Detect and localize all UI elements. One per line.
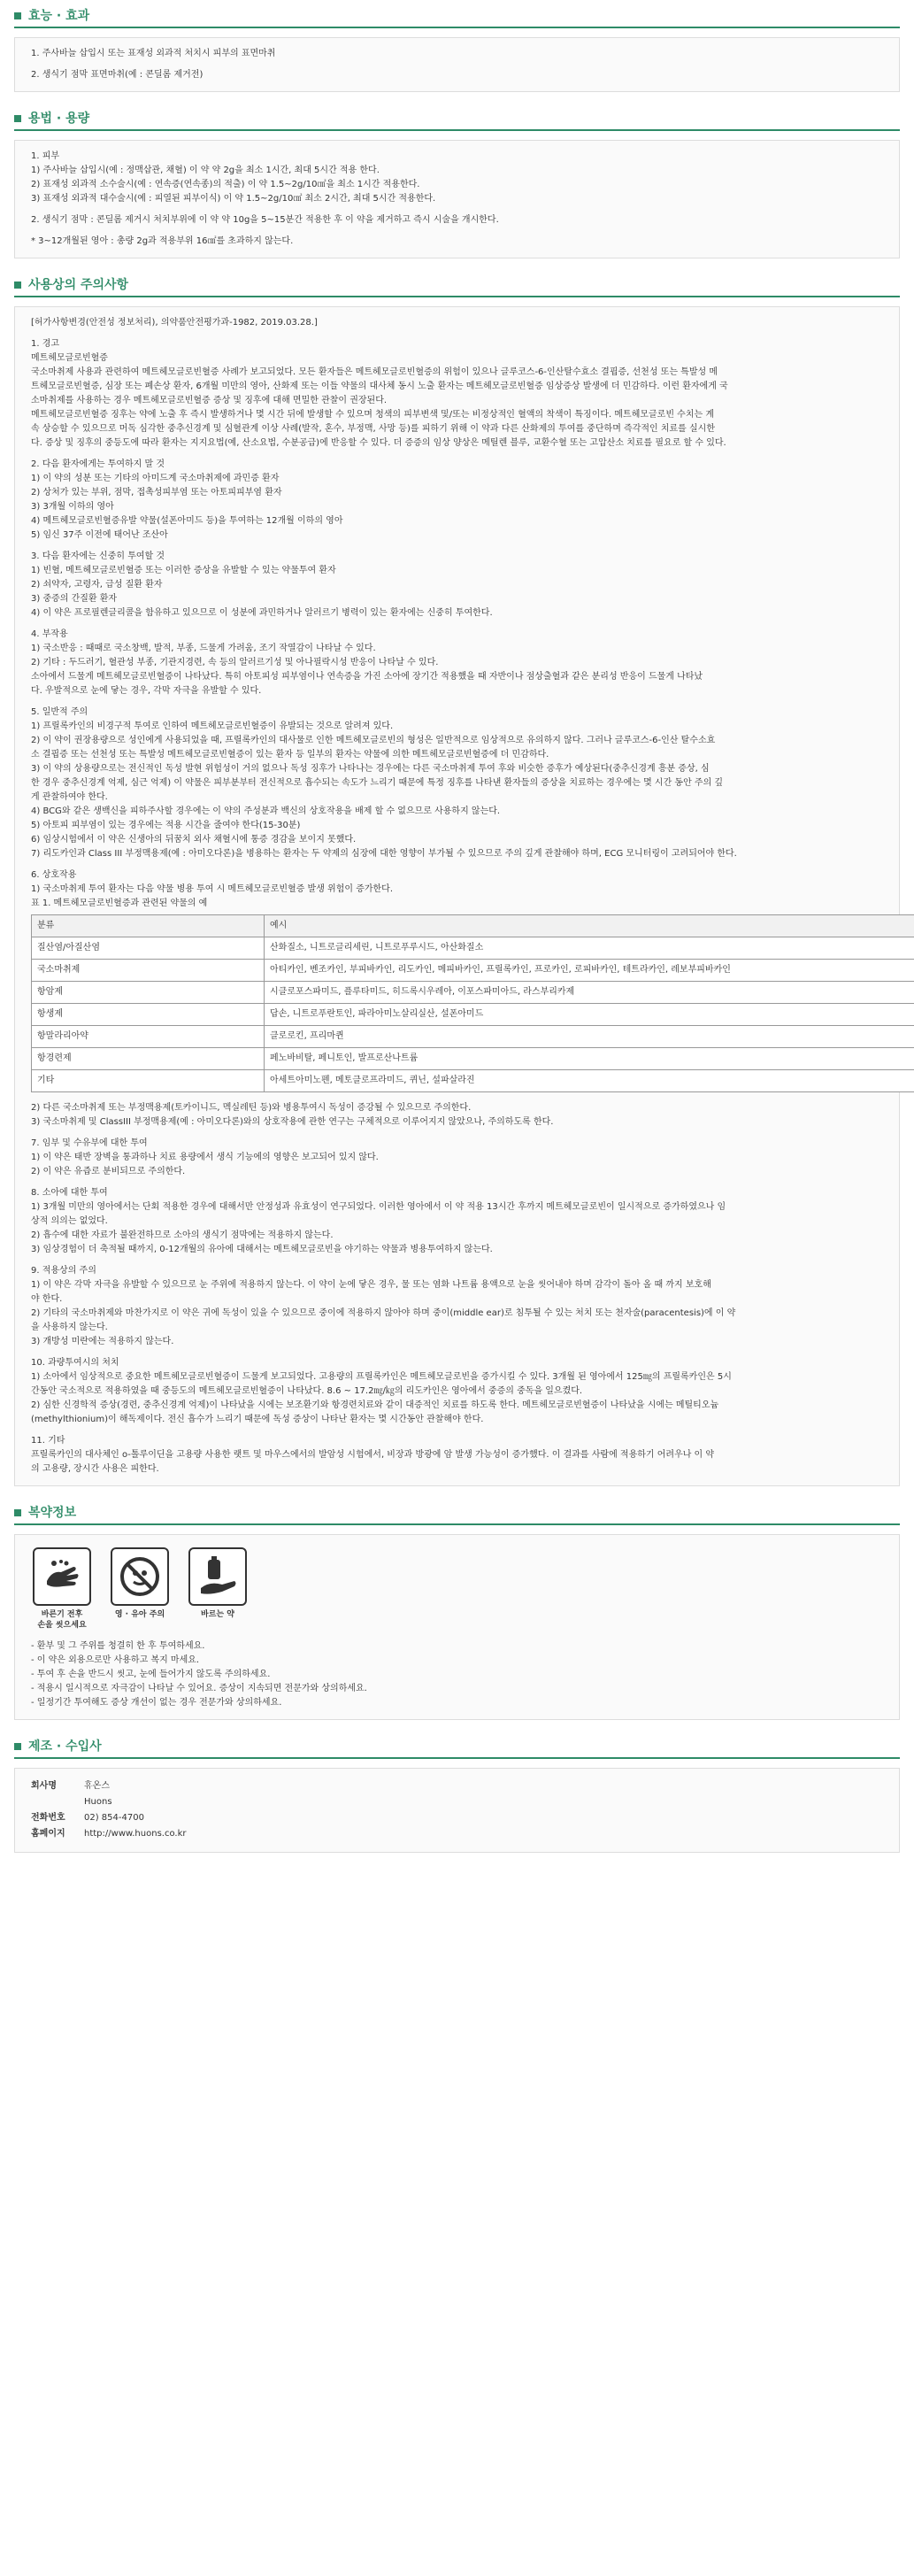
section-header bbox=[14, 108, 900, 131]
contact-value: Huons bbox=[84, 1797, 112, 1807]
text-line: 2) 다른 국소마취제 또는 부정맥용제(토카이니드, 멕실레틴 등)와 병용투여시 독성이 증강될 수 있으므로 주의한다. bbox=[31, 1103, 472, 1113]
precautions-body bbox=[14, 306, 900, 1486]
text-line: 3) 표재성 외과적 대수술시(예 : 피열된 피부이식) 이 약 1.5~2g/10㎠ 최소 2시간, 최대 5시간 적용한다. bbox=[31, 194, 436, 204]
no-eye-mouth-icon bbox=[111, 1547, 169, 1606]
table-row bbox=[32, 1048, 914, 1070]
table-cell-category: 질산염/아질산염 bbox=[32, 937, 265, 960]
table-cell-examples: 아티카인, 벤조카인, 부피바카인, 리도카인, 메피바카인, 프릴록카인, 프로카인, 로피바카인, 테트라카인, 레보부피바카인 bbox=[265, 960, 914, 982]
text-line: 1) 소아에서 임상적으로 중요한 메트헤모글로빈혈증이 드물게 보고되었다. 고용량의 프릴록카인은 메트헤모글로빈을 증가시킬 수 있다. 3개월 된 영아에서 125㎎의 프릴록카인은 5시 bbox=[31, 1372, 732, 1382]
text-line: 소 결핍증 또는 선천성 또는 특발성 메트헤모글로빈혈증이 있는 환자 등 일부의 환자는 약물에 의한 메트헤모글로빈혈증에 더 민감하다. bbox=[31, 750, 549, 760]
contact-row bbox=[31, 1795, 883, 1809]
text-line: 9. 적용상의 주의 bbox=[31, 1266, 96, 1276]
text-line: - 이 약은 외용으로만 사용하고 복지 마세요. bbox=[31, 1655, 200, 1665]
guidance-icon-label: 바른기 전후 손을 씻으세요 bbox=[37, 1610, 87, 1630]
text-line: 2) 흡수에 대한 자료가 불완전하므로 소아의 생식기 점막에는 적용하지 않는다. bbox=[31, 1230, 334, 1240]
text-line: - 적용시 일시적으로 자극감이 나타날 수 있어요. 증상이 지속되면 전문가와 상의하세요. bbox=[31, 1684, 367, 1693]
text-line: - 일정기간 투여해도 증상 개선이 없는 경우 전문가와 상의하세요. bbox=[31, 1698, 282, 1708]
text-line: 의 고용량, 장시간 사용은 피한다. bbox=[31, 1464, 159, 1474]
contact-value: 휴온스 bbox=[84, 1781, 110, 1791]
table-cell-examples: 클로로킨, 프리마퀸 bbox=[265, 1026, 914, 1048]
text-line: 2) 쇠약자, 고령자, 급성 질환 환자 bbox=[31, 580, 163, 590]
guidance-card bbox=[31, 1547, 93, 1631]
text-line: 7. 임부 및 수유부에 대한 투여 bbox=[31, 1138, 148, 1148]
guidance-icon-label: 영 · 유아 주의 bbox=[114, 1610, 165, 1619]
text-line: 2) 기타의 국소마취제와 마찬가지로 이 약은 귀에 독성이 있을 수 있으므로 중이에 적용하지 않아야 하며 중이(middle ear)로 침투될 수 있는 처치 또는 천자술(paracentesis)에 이 약 bbox=[31, 1308, 736, 1318]
table-cell-category: 항암제 bbox=[32, 982, 265, 1004]
text-line: 1) 주사바늘 삽입시(예 : 정맥삽관, 채혈) 이 약 약 2g을 최소 1시간, 최대 5시간 적용 한다. bbox=[31, 166, 380, 175]
dosage-body bbox=[14, 140, 900, 258]
section-title: 용법 · 용량 bbox=[28, 112, 90, 126]
table-cell-category: 국소마취제 bbox=[32, 960, 265, 982]
text-line: 1. 주사바늘 삽입시 또는 표재성 외과적 처치시 피부의 표면마취 bbox=[31, 49, 276, 58]
guidance-card bbox=[187, 1547, 249, 1631]
effects-section bbox=[14, 5, 900, 92]
square-bullet-icon bbox=[14, 12, 21, 19]
precautions-intro: [허가사항변경(안전성 정보처리), 의약품안전평가과-1982, 2019.03.28.] bbox=[31, 318, 318, 328]
square-bullet-icon bbox=[14, 282, 21, 289]
table-row bbox=[32, 937, 914, 960]
text-line: 메트헤모글로빈혈증 징후는 약에 노출 후 즉시 발생하거나 몇 시간 뒤에 발생할 수 있으며 청색의 피부변색 및/또는 비정상적인 혈액의 착색이 특징이다. 메트헤모글로빈 수치는 계 bbox=[31, 410, 714, 420]
precautions-block-2 bbox=[31, 1101, 883, 1477]
precautions-block-1 bbox=[31, 337, 883, 911]
text-line: 1) 국소반응 : 때때로 국소창백, 발적, 부종, 드물게 가려움, 조기 작열감이 나타날 수 있다. bbox=[31, 644, 376, 653]
text-line: 2) 상처가 있는 부위, 점막, 접촉성피부염 또는 아토피피부염 환자 bbox=[31, 488, 282, 497]
section-title: 복약정보 bbox=[28, 1506, 77, 1520]
text-line: 5. 일반적 주의 bbox=[31, 707, 88, 717]
text-line: 3) 이 약의 상용량으로는 전신적인 독성 발현 위험성이 거의 없으나 독성 징후가 나타나는 경우에는 다른 국소마취제 투여 후와 비슷한 증후가 예상된다(중추신경계 흥분 증상, 심 bbox=[31, 764, 710, 774]
text-line: 1. 경고 bbox=[31, 339, 60, 349]
text-line: 4) 이 약은 프로필렌글리콜을 함유하고 있으므로 이 성분에 과민하거나 알러르기 병력이 있는 환자에는 신중히 투여한다. bbox=[31, 608, 493, 618]
text-line: 5) 임신 37주 이전에 태어난 조산아 bbox=[31, 530, 168, 540]
table-cell-examples: 시클로포스파미드, 플루타미드, 히드록시우레아, 이포스파미아드, 라스부리카제 bbox=[265, 982, 914, 1004]
text-line: 6) 임상시험에서 이 약은 신생아의 뒤꿈치 외사 채혈시에 통증 경감을 보이지 못했다. bbox=[31, 835, 357, 845]
table-row bbox=[32, 960, 914, 982]
text-line: 상적 의의는 없었다. bbox=[31, 1216, 108, 1226]
guidance-icons bbox=[31, 1547, 883, 1631]
dosage-section bbox=[14, 108, 900, 258]
text-line: 8. 소아에 대한 투여 bbox=[31, 1188, 108, 1198]
table-cell-examples: 아세트아미노펜, 메토클로프라미드, 퀴닌, 설파살라진 bbox=[265, 1070, 914, 1092]
text-line: 2. 생식기 점막 표면마취(예 : 콘딜롬 제거전) bbox=[31, 70, 204, 80]
text-line: 메트헤모글로빈혈증 bbox=[31, 353, 108, 363]
text-line: - 투여 후 손을 반드시 씻고, 눈에 들어가지 않도록 주의하세요. bbox=[31, 1670, 271, 1679]
guidance-lines bbox=[31, 1639, 883, 1710]
text-line: 다. 우발적으로 눈에 닿는 경우, 각막 자극을 유발할 수 있다. bbox=[31, 686, 262, 696]
table-cell-category: 항말라리아약 bbox=[32, 1026, 265, 1048]
text-line: 6. 상호작용 bbox=[31, 870, 77, 880]
text-line: 야 한다. bbox=[31, 1294, 63, 1304]
section-header bbox=[14, 1502, 900, 1525]
text-line: 표 1. 메트헤모글로빈혈증과 관련된 약물의 예 bbox=[31, 899, 208, 908]
effects-body bbox=[14, 37, 900, 92]
text-line: 7) 리도카인과 Class III 부정맥용제(예 : 아미오다론)을 병용하는 환자는 두 약제의 심장에 대한 영향이 부가될 수 있으므로 주의 깊게 관찰해야 하며, ECG 모니터링이 고려되어야 한다. bbox=[31, 849, 737, 859]
text-line: 을 사용하지 않는다. bbox=[31, 1323, 108, 1332]
section-header bbox=[14, 1736, 900, 1759]
text-line: 1) 국소마취제 투여 환자는 다음 약물 병용 투여 시 메트헤모글로빈혈증 발생 위험이 증가한다. bbox=[31, 884, 394, 894]
wash-hands-icon bbox=[33, 1547, 91, 1606]
precautions-section bbox=[14, 274, 900, 1486]
text-line: 3) 임상경험이 더 축적될 때까지, 0-12개월의 유아에 대해서는 메트헤모글로빈을 야기하는 약물과 병용투여하지 않는다. bbox=[31, 1245, 493, 1254]
manufacturer-body bbox=[14, 1768, 900, 1853]
contact-key: 회사명 bbox=[31, 1781, 57, 1791]
table-row bbox=[32, 1070, 914, 1092]
text-line: 10. 과량투여시의 처치 bbox=[31, 1358, 119, 1368]
guidance-icon-label: 바르는 약 bbox=[201, 1610, 234, 1619]
text-line: 11. 기타 bbox=[31, 1436, 65, 1446]
text-line: 1. 피부 bbox=[31, 151, 60, 161]
section-header bbox=[14, 274, 900, 297]
table-header-cell: 예시 bbox=[265, 915, 914, 937]
interaction-table bbox=[31, 914, 914, 1092]
contact-key: 홈페이지 bbox=[31, 1829, 65, 1839]
text-line: 소아에서 드물게 메트헤모글로빈혈증이 나타났다. 특히 아토피성 피부염이나 연속증을 가진 소아에 장기간 적용했을 때 자반이나 점상출혈과 같은 분리성 반응이 드물게 나타났 bbox=[31, 672, 703, 682]
text-line: 2) 이 약은 유즙로 분비되므로 주의한다. bbox=[31, 1167, 186, 1176]
table-header-row bbox=[32, 915, 914, 937]
guidance-card bbox=[109, 1547, 171, 1631]
text-line: 3) 중증의 간질환 환자 bbox=[31, 594, 118, 604]
apply-cream-icon bbox=[188, 1547, 247, 1606]
section-title: 제조 · 수입사 bbox=[28, 1739, 102, 1754]
table-cell-category: 항경련제 bbox=[32, 1048, 265, 1070]
table-cell-category: 항생제 bbox=[32, 1004, 265, 1026]
contact-key bbox=[31, 1795, 84, 1809]
contact-row bbox=[31, 1827, 883, 1841]
text-line: (methylthionium)이 해독제이다. 전신 흡수가 느리기 때문에 독성 증상이 나타난 환자는 몇 시간동안 관찰해야 한다. bbox=[31, 1415, 484, 1424]
square-bullet-icon bbox=[14, 1509, 21, 1516]
text-line: 3) 개방성 미란에는 적용하지 않는다. bbox=[31, 1337, 174, 1346]
table-cell-examples: 답손, 니트로푸란토인, 파라아미노살리실산, 설폰아미드 bbox=[265, 1004, 914, 1026]
text-line: 다. 증상 및 징후의 중등도에 따라 환자는 지지요법(예, 산소요법, 수분공급)에 반응할 수 있다. 더 증증의 임상 양상은 메틸렌 블루, 교환수혈 또는 고압산소 치료를 필요로 할 수 있다. bbox=[31, 438, 726, 448]
section-title: 효능 · 효과 bbox=[28, 9, 90, 23]
homepage-link[interactable]: http://www.huons.co.kr bbox=[84, 1829, 187, 1839]
text-line: 프릴록카인의 대사체인 o-톨루이딘을 고용량 사용한 랫트 및 마우스에서의 발암성 시험에서, 비장과 방광에 암 발생 가능성이 증가했다. 이 결과를 사람에 적용하기 어려우나 이 약 bbox=[31, 1450, 715, 1460]
text-line: 3) 3개월 이하의 영아 bbox=[31, 502, 114, 512]
text-line: 1) 빈혈, 메트헤모글로빈혈증 또는 이러한 증상을 유발할 수 있는 약물투여 환자 bbox=[31, 566, 336, 575]
contact-row bbox=[31, 1811, 883, 1825]
contact-row bbox=[31, 1779, 883, 1793]
text-line: 한 경우 중추신경계 억제, 심근 억제) 이 약물은 피부분부터 전신적으로 흡수되는 속도가 느리기 때문에 특정 징후를 나타낸 환자들의 증상을 치료하는 경우에는 몇 시간 동안 주의 깊 bbox=[31, 778, 724, 788]
contact-key: 전화번호 bbox=[31, 1813, 65, 1823]
text-line: 1) 3개월 미만의 영아에서는 단회 적용한 경우에 대해서만 안정성과 유효성이 연구되었다. 이러한 영아에서 이 약 적용 13시간 후까지 메트헤모글로빈이 일시적으로 증가하였으나 임 bbox=[31, 1202, 726, 1212]
guidance-body bbox=[14, 1534, 900, 1720]
manufacturer-section bbox=[14, 1736, 900, 1853]
contact-value: 02) 854-4700 bbox=[84, 1813, 144, 1823]
text-line: 게 관찰하여야 한다. bbox=[31, 792, 108, 802]
guidance-section bbox=[14, 1502, 900, 1720]
text-line: 5) 아토피 피부염이 있는 경우에는 적용 시간을 줄여야 한다(15-30분) bbox=[31, 821, 301, 830]
table-cell-examples: 페노바비탈, 페니토인, 발프로산나트륨 bbox=[265, 1048, 914, 1070]
text-line: 간동안 국소적으로 적용하였을 때 중등도의 메트헤모글로빈혈증이 나타났다. 8.6 ~ 17.2㎎/㎏의 리도카인은 영아에서 중증의 중독을 일으켰다. bbox=[31, 1386, 583, 1396]
text-line: 2) 심한 신경학적 증상(경련, 중추신경계 억제)이 나타났을 시에는 보조환기와 항경련치료와 같이 대증적인 치료를 하도록 한다. 메트헤모글로빈혈증이 나타났을 시에는 메틸티오늄 bbox=[31, 1400, 719, 1410]
text-line: 4) 메트헤모글로빈혈증유발 약물(설폰아미드 등)을 투여하는 12개월 이하의 영아 bbox=[31, 516, 343, 526]
table-header-cell: 분류 bbox=[32, 915, 265, 937]
section-header bbox=[14, 5, 900, 28]
table-row bbox=[32, 982, 914, 1004]
text-line: 1) 이 약의 성분 또는 기타의 아미드계 국소마취제에 과민증 환자 bbox=[31, 474, 280, 483]
table-row bbox=[32, 1004, 914, 1026]
square-bullet-icon bbox=[14, 115, 21, 122]
text-line: 국소마취제 사용과 관련하여 메트헤모글로빈혈증 사례가 보고되었다. 모든 환자들은 메트헤모글로빈혈증의 위험이 있으나 글루코스-6-인산탈수효소 결핍증, 선천성 또는 특발성 메 bbox=[31, 367, 718, 377]
square-bullet-icon bbox=[14, 1743, 21, 1750]
text-line: 2) 이 약이 권장용량으로 성인에게 사용되었을 때, 프릴록카인의 대사물로 인한 메트헤모글로빈의 형성은 일반적으로 임상적으로 유의하지 않다. 그러나 글루코스-6-인산 탈수소효 bbox=[31, 736, 716, 745]
table-cell-examples: 산화질소, 니트로글리세린, 니트로푸루시드, 아산화질소 bbox=[265, 937, 914, 960]
text-line: 1) 이 약은 태반 장벽을 통과하나 치료 용량에서 생식 기능에의 영향은 보고되어 있지 않다. bbox=[31, 1153, 379, 1162]
text-line: 속 상승할 수 있으므로 머독 심각한 중추신경계 및 심혈관계 이상 사례(발작, 혼수, 부정맥, 사망 등)를 피하기 위해 이 약과 다른 산화제의 투여를 중단하며 즉각적인 치료를 실시한 bbox=[31, 424, 716, 434]
text-line: 2) 기타 : 두드러기, 혈관성 부종, 기관지경련, 속 등의 알러르기성 및 아나필락시성 반응이 나타날 수 있다. bbox=[31, 658, 439, 667]
section-title: 사용상의 주의사항 bbox=[28, 278, 129, 292]
text-line: 1) 이 약은 각막 자극을 유발할 수 있으므로 눈 주위에 적용하지 않는다. 이 약이 눈에 닿은 경우, 물 또는 염화 나트륨 용액으로 눈을 씻어내야 하며 감각이 돌아 올 때 까지 보호해 bbox=[31, 1280, 711, 1290]
text-line: * 3~12개월된 영아 : 총량 2g과 적용부위 16㎠를 초과하지 않는다. bbox=[31, 236, 294, 246]
text-line: 4. 부작용 bbox=[31, 629, 68, 639]
text-line: 2) 표재성 외과적 소수술시(예 : 연속증(연속종)의 적출) 이 약 1.5~2g/10㎠을 최소 1시간 적용한다. bbox=[31, 180, 420, 189]
text-line: 2. 생식기 점막 : 콘딜롬 제거시 처치부위에 이 약 약 10g을 5~15분간 적용한 후 이 약을 제거하고 즉시 시술을 개시한다. bbox=[31, 215, 499, 225]
text-line: 3) 국소마취제 및 ClassIII 부정맥용제(예 : 아미오다론)와의 상호작용에 관한 연구는 구체적으로 이루어지지 않았으나, 주의하도록 한다. bbox=[31, 1117, 554, 1127]
table-cell-category: 기타 bbox=[32, 1070, 265, 1092]
table-row bbox=[32, 1026, 914, 1048]
text-line: 트헤모글로빈혈증, 심장 또는 폐손상 환자, 6개월 미만의 영아, 산화제 또는 이들 약물의 대사체 동시 노출 환자는 메트헤모글로빈혈증 임상증상 발생에 더 민감하다. 이런 환자에게 국 bbox=[31, 382, 728, 391]
text-line: 3. 다음 환자에는 신중히 투여할 것 bbox=[31, 551, 165, 561]
text-line: 소마취제를 사용하는 경우 메트헤모글로빈혈증 증상 및 징후에 대해 면밀한 관찰이 권장된다. bbox=[31, 396, 388, 405]
text-line: 4) BCG와 같은 생백신을 피하주사할 경우에는 이 약의 주성분과 백신의 상호작용을 배제 할 수 없으므로 사용하지 않는다. bbox=[31, 806, 501, 816]
text-line: 2. 다음 환자에게는 투여하지 말 것 bbox=[31, 459, 165, 469]
text-line: 1) 프릴록카인의 비경구적 투여로 인하여 메트헤모글로빈혈증이 유발되는 것으로 알려져 있다. bbox=[31, 721, 394, 731]
text-line: - 환부 및 그 주위를 청결히 한 후 투여하세요. bbox=[31, 1641, 205, 1651]
